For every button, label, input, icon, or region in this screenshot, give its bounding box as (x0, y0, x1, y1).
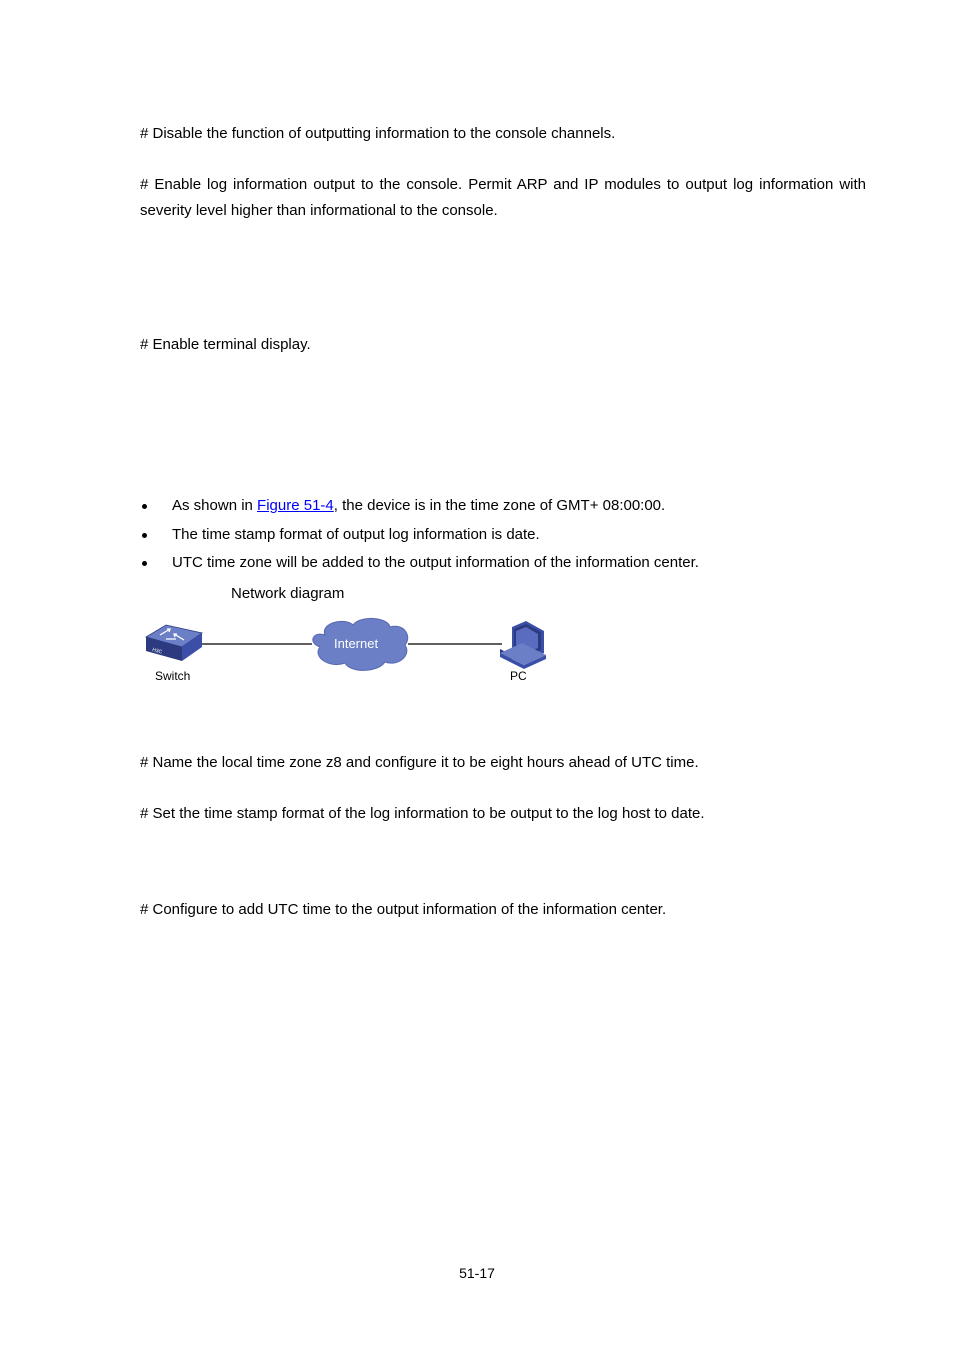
list-item (140, 521, 699, 550)
switch-icon (146, 625, 202, 661)
figure-link[interactable]: Figure 51-4 (257, 497, 334, 514)
bullet-text-suffix: , the device is in the time zone of GMT+ 08:00:00. (333, 497, 666, 514)
paragraph-name-time-zone: # Name the local time zone z8 and configure it to be eight hours ahead of UTC time. (140, 754, 699, 771)
paragraph-set-timestamp-format: # Set the time stamp format of the log information to be output to the log host to date. (140, 805, 705, 822)
bullet-dot (142, 561, 147, 566)
bullet-text-prefix: As shown in (172, 497, 258, 514)
network-diagram (140, 615, 560, 690)
paragraph-disable-console-output: # Disable the function of outputting information to the console channels. (140, 125, 616, 142)
pc-icon (500, 621, 546, 669)
bullet-text: UTC time zone will be added to the output information of the information center. (172, 554, 699, 571)
paragraph-enable-log-output: # Enable log information output to the console. Permit ARP and IP modules to output log information with severity level higher than informational to the console. (140, 176, 866, 219)
list-item (140, 492, 699, 521)
paragraph-add-utc-time: # Configure to add UTC time to the output information of the information center. (140, 901, 667, 918)
paragraph-enable-terminal-display: # Enable terminal display. (140, 336, 311, 353)
figure-caption: Network diagram (231, 585, 345, 602)
internet-label: Internet (334, 636, 379, 651)
bullet-dot (142, 533, 147, 538)
pc-label: PC (510, 669, 527, 683)
svg-text:H3C: H3C (151, 647, 163, 656)
page-number: 51-17 (459, 1265, 495, 1281)
switch-label: Switch (155, 669, 191, 683)
bullet-text: The time stamp format of output log information is date. (172, 525, 540, 543)
bullet-dot (142, 504, 147, 509)
list-item (140, 549, 699, 578)
requirements-list (140, 492, 699, 578)
